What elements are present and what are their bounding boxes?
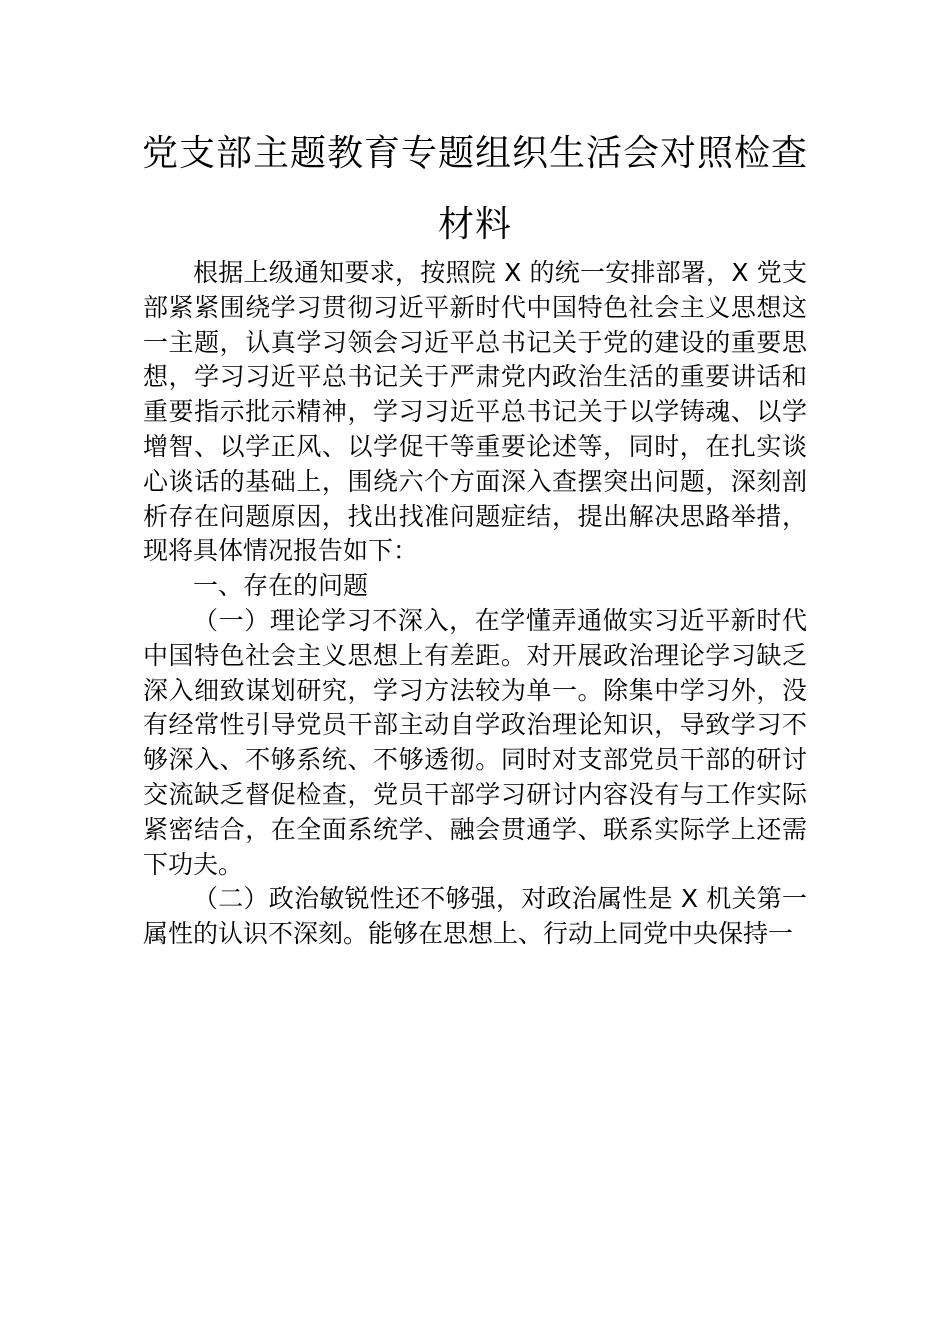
document-title-line-1: 党支部主题教育专题组织生活会对照检查: [141, 133, 808, 174]
intro-paragraph: 根据上级通知要求，按照院 X 的统一安排部署，X 党支部紧紧围绕学习贯彻习近平新时代中国特色社会主义思想这一主题，认真学习领会习近平总书记关于党的建设的重要思想，学习习近平总书记关于严肃党内政治生活的重要讲话和重要指示批示精神，学习习近平总书记关于以学铸魂、以学增智、以学正风、以学促干等重要论述等，同时，在扎实谈心谈话的基础上，围绕六个方面深入查摆突出问题，深刻剖析存在问题原因，找出找准问题症结，提出解决思路举措，现将具体情况报告如下：: [143, 258, 807, 566]
document-title-line-2: 材料: [437, 204, 512, 245]
document-body: [143, 256, 807, 952]
problem-paragraph-2: （二）政治敏锐性还不够强，对政治属性是 X 机关第一属性的认识不深刻。能够在思想上、行动上同党中央保持一: [143, 884, 807, 949]
section-heading-problems: 一、存在的问题: [193, 571, 369, 601]
problem-paragraph-1: （一）理论学习不深入，在学懂弄通做实习近平新时代中国特色社会主义思想上有差距。对开展政治理论学习缺乏深入细致谋划研究，学习方法较为单一。除集中学习外，没有经常性引导党员干部主动自学政治理论知识，导致学习不够深入、不够系统、不够透彻。同时对支部党员干部的研讨交流缺乏督促检查，党员干部学习研讨内容没有与工作实际紧密结合，在全面系统学、融会贯通学、联系实际学上还需下功夫。: [143, 605, 807, 879]
